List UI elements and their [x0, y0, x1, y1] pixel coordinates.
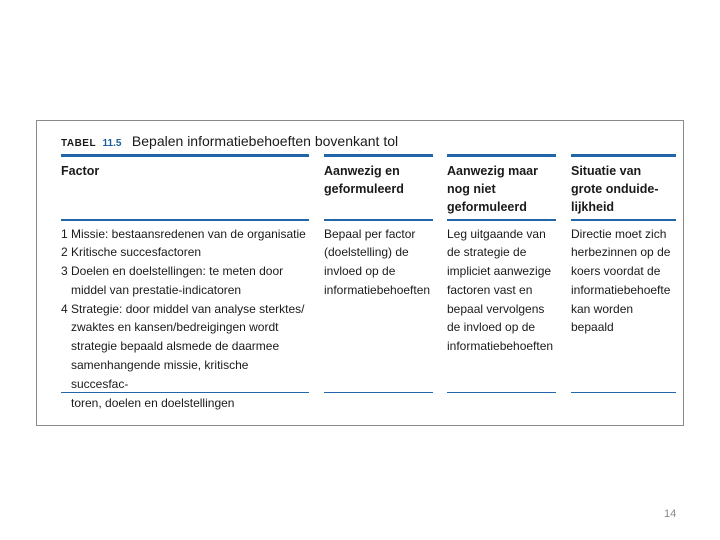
- cell-line: samenhangende missie, kritische succesfac-: [71, 358, 249, 391]
- column-high-uncertainty: [571, 154, 676, 393]
- header-line: Factor: [61, 164, 100, 178]
- table-figure: [36, 120, 684, 426]
- cell-line: invloed op de: [324, 264, 396, 279]
- header-line: nog niet: [447, 182, 496, 196]
- cell-line: Directie moet zich: [571, 226, 667, 241]
- cell-line: de invloed op de: [447, 320, 536, 335]
- header-line: geformuleerd: [324, 182, 404, 196]
- cell-line: koers voordat de: [571, 264, 661, 279]
- header-line: Aanwezig en: [324, 164, 400, 178]
- column-header: [447, 157, 556, 219]
- header-line: geformuleerd: [447, 200, 527, 214]
- cell-line: zwaktes en kansen/bedreigingen wordt: [71, 320, 279, 335]
- column-bottom-rule: [324, 392, 433, 394]
- header-line: Aanwezig maar: [447, 164, 539, 178]
- cell-line: de strategie de: [447, 245, 527, 260]
- cell-line: kan worden: [571, 301, 634, 316]
- cell-line: 3 Doelen en doelstellingen: te meten door: [61, 264, 284, 279]
- cell-line: herbezinnen op de: [571, 245, 671, 260]
- column-factor: [61, 154, 309, 410]
- header-line: Situatie van: [571, 164, 642, 178]
- column-body: [324, 221, 433, 392]
- cell-line: informatiebehoeften: [324, 282, 431, 297]
- column-header: [324, 157, 433, 219]
- column-bottom-rule: [571, 392, 676, 394]
- cell-line: 4 Strategie: door middel van analyse sterktes/: [61, 301, 305, 316]
- page-number: 14: [664, 508, 677, 520]
- cell-line: toren, doelen en doelstellingen: [71, 395, 235, 410]
- cell-line: Leg uitgaande van: [447, 226, 546, 241]
- header-line: lijkheid: [571, 200, 615, 214]
- column-body: [447, 221, 556, 392]
- column-present-not-formulated: [447, 154, 556, 393]
- cell-line: bepaald: [571, 320, 614, 335]
- table-title: Bepalen informatiebehoeften bovenkant tol: [131, 133, 399, 149]
- cell-line: (doelstelling) de: [324, 245, 409, 260]
- column-body: [61, 221, 309, 410]
- cell-line: 2 Kritische succesfactoren: [61, 245, 202, 260]
- cell-line: strategie bepaald alsmede de daarmee: [71, 339, 280, 354]
- column-bottom-rule: [447, 392, 556, 394]
- header-line: grote onduide-: [571, 182, 659, 196]
- cell-line: factoren vast en: [447, 282, 533, 297]
- cell-line: Bepaal per factor: [324, 226, 416, 241]
- column-body: [571, 221, 676, 392]
- table-caption: [61, 133, 398, 151]
- cell-line: 1 Missie: bestaansredenen van de organisatie: [61, 226, 306, 241]
- cell-line: impliciet aanwezige: [447, 264, 552, 279]
- table-number: 11.5: [102, 138, 122, 149]
- cell-line: informatiebehoeften: [447, 339, 554, 354]
- cell-line: middel van prestatie-indicatoren: [71, 282, 242, 297]
- cell-line: bepaal vervolgens: [447, 301, 545, 316]
- table-label: TABEL: [61, 138, 97, 149]
- cell-line: informatiebehoefte: [571, 282, 671, 297]
- column-header: [61, 157, 309, 219]
- column-present-formulated: [324, 154, 433, 393]
- column-header: [571, 157, 676, 219]
